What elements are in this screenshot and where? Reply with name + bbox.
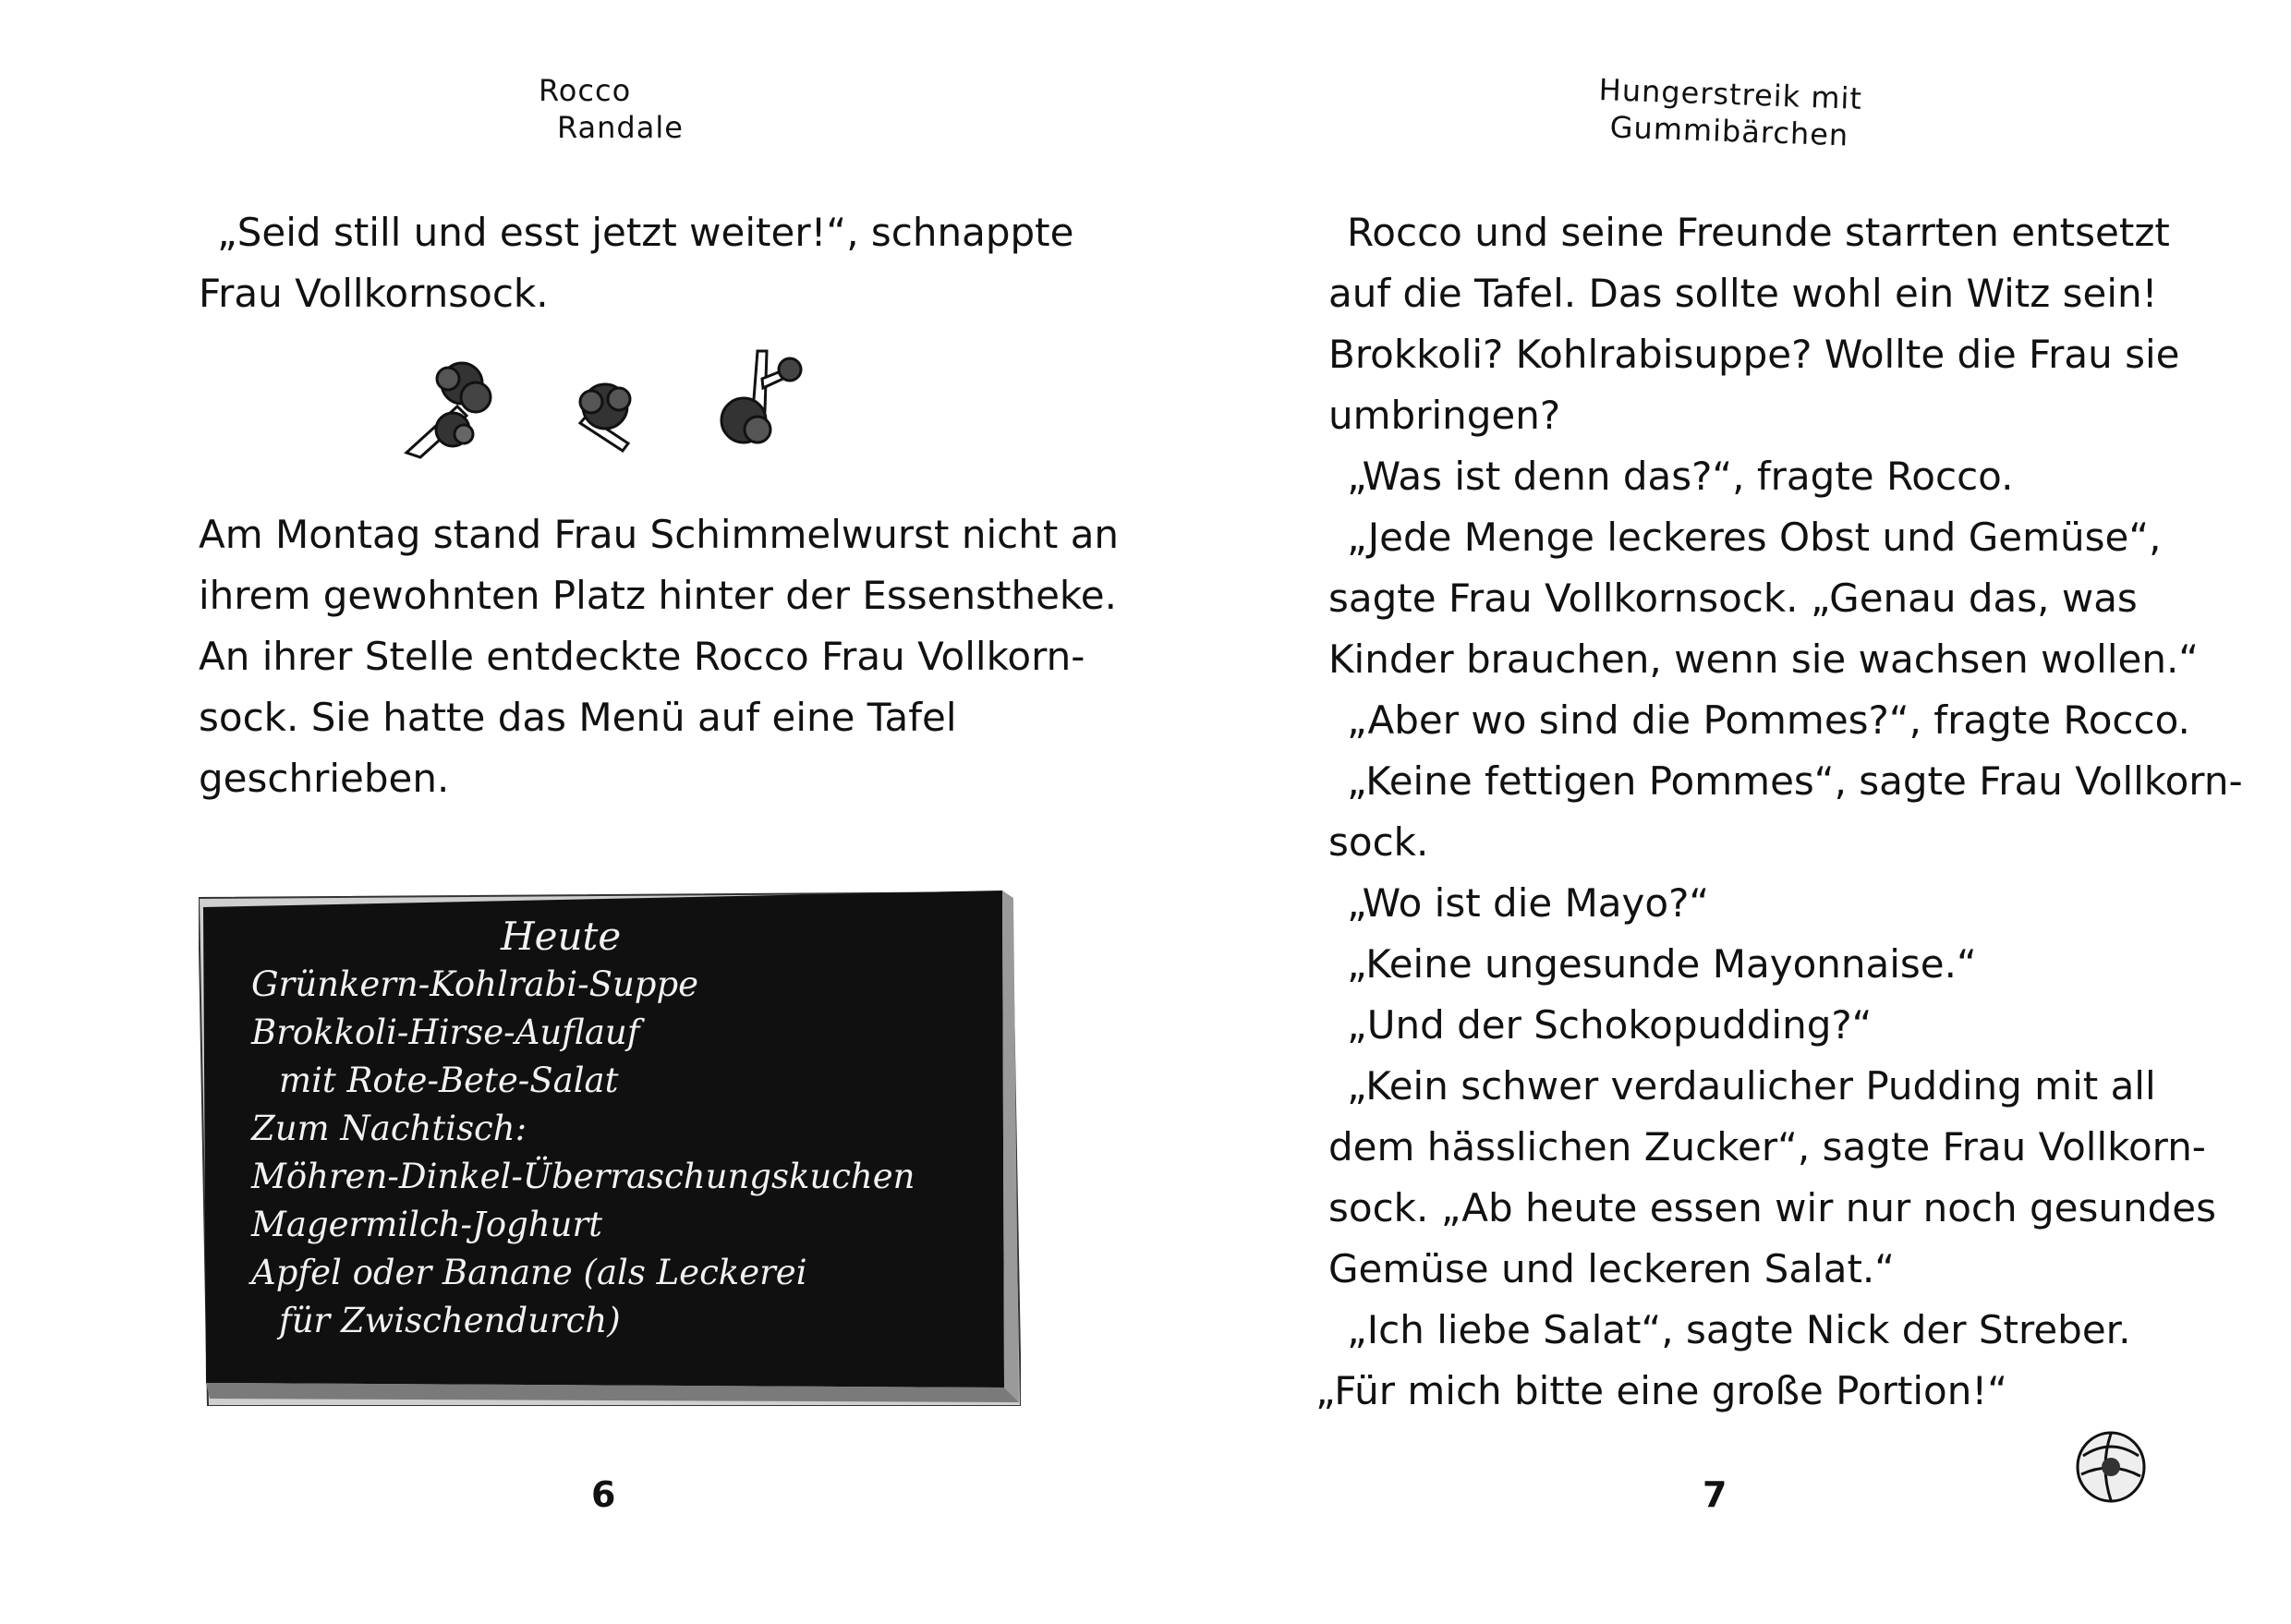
- text-line: „Was ist denn das?“, fragte Rocco.: [1347, 454, 2014, 499]
- right-body-text: [1315, 202, 2243, 1422]
- text-line: „Aber wo sind die Pommes?“, fragte Rocco.: [1347, 697, 2190, 743]
- text-line: geschrieben.: [199, 756, 450, 801]
- broccoli-icon: [406, 363, 491, 457]
- text-line: „Seid still und esst jetzt weiter!“, schnappte: [217, 210, 1074, 255]
- right-page: [1146, 0, 2291, 1624]
- text-line: auf die Tafel. Das sollte wohl ein Witz sein!: [1328, 271, 2158, 316]
- menu-line: für Zwischendurch): [279, 1301, 621, 1340]
- text-line: sagte Frau Vollkornsock. „Genau das, was: [1328, 576, 2138, 621]
- broccoli-icon: [721, 351, 801, 442]
- right-running-header: [1597, 71, 1863, 154]
- text-line: umbringen?: [1328, 393, 1561, 438]
- text-line: „Jede Menge leckeres Obst und Gemüse“,: [1347, 515, 2162, 560]
- text-line: ihrem gewohnten Platz hinter der Essenstheke.: [199, 573, 1117, 618]
- text-line: „Keine fettigen Pommes“, sagte Frau Vollkorn-: [1347, 758, 2243, 804]
- menu-line: Brokkoli-Hirse-Auflauf: [251, 1012, 640, 1052]
- text-line: dem hässlichen Zucker“, sagte Frau Vollkorn-: [1328, 1124, 2206, 1170]
- paragraph-2: [199, 504, 1119, 809]
- text-line: „Und der Schokopudding?“: [1347, 1002, 1873, 1048]
- menu-line: Möhren-Dinkel-Überraschungskuchen: [251, 1157, 915, 1196]
- menu-line: Grünkern-Kohlrabi-Suppe: [251, 964, 699, 1004]
- chalkboard-menu: [251, 913, 915, 1345]
- text-line: Am Montag stand Frau Schimmelwurst nicht an: [199, 512, 1120, 557]
- menu-line: Apfel oder Banane (als Leckerei: [251, 1253, 807, 1292]
- text-line: sock.: [1328, 819, 1429, 865]
- page-number: 7: [1703, 1474, 1727, 1515]
- paragraph-1: [199, 202, 1073, 324]
- text-line: sock. Sie hatte das Menü auf eine Tafel: [199, 695, 957, 740]
- text-line: Rocco und seine Freunde starrten entsetzt: [1347, 210, 2170, 255]
- text-line: Gemüse und leckeren Salat.“: [1328, 1246, 1896, 1291]
- header-line: Rocco: [539, 73, 632, 108]
- menu-line: Magermilch-Joghurt: [251, 1205, 603, 1244]
- header-line: Randale: [557, 110, 684, 145]
- text-line: An ihrer Stelle entdeckte Rocco Frau Vollkorn-: [199, 634, 1085, 679]
- text-line: „Für mich bitte eine große Portion!“: [1315, 1368, 2007, 1413]
- text-line: sock. „Ab heute essen wir nur noch gesundes: [1328, 1185, 2216, 1230]
- header-line: Hungerstreik mit: [1598, 72, 1863, 116]
- menu-line: Zum Nachtisch:: [251, 1109, 527, 1148]
- text-line: Frau Vollkornsock.: [199, 271, 549, 316]
- header-line: Gummibärchen: [1609, 109, 1849, 153]
- text-line: „Wo ist die Mayo?“: [1347, 880, 1710, 926]
- menu-line: mit Rote-Bete-Salat: [279, 1060, 619, 1100]
- broccoli-icon: [580, 384, 630, 451]
- page-number: 6: [591, 1474, 616, 1515]
- brussels-sprout-icon: [2074, 1428, 2148, 1504]
- text-line: Kinder brauchen, wenn sie wachsen wollen.“: [1328, 636, 2200, 682]
- text-line: „Keine ungesunde Mayonnaise.“: [1347, 941, 1977, 987]
- text-line: „Kein schwer verdaulicher Pudding mit all: [1347, 1063, 2156, 1109]
- menu-title: Heute: [501, 914, 622, 959]
- left-running-header: [539, 72, 684, 146]
- text-line: Brokkoli? Kohlrabisuppe? Wollte die Frau sie: [1328, 332, 2180, 377]
- text-line: „Ich liebe Salat“, sagte Nick der Streber.: [1347, 1307, 2131, 1352]
- broccoli-illustration: [388, 342, 831, 462]
